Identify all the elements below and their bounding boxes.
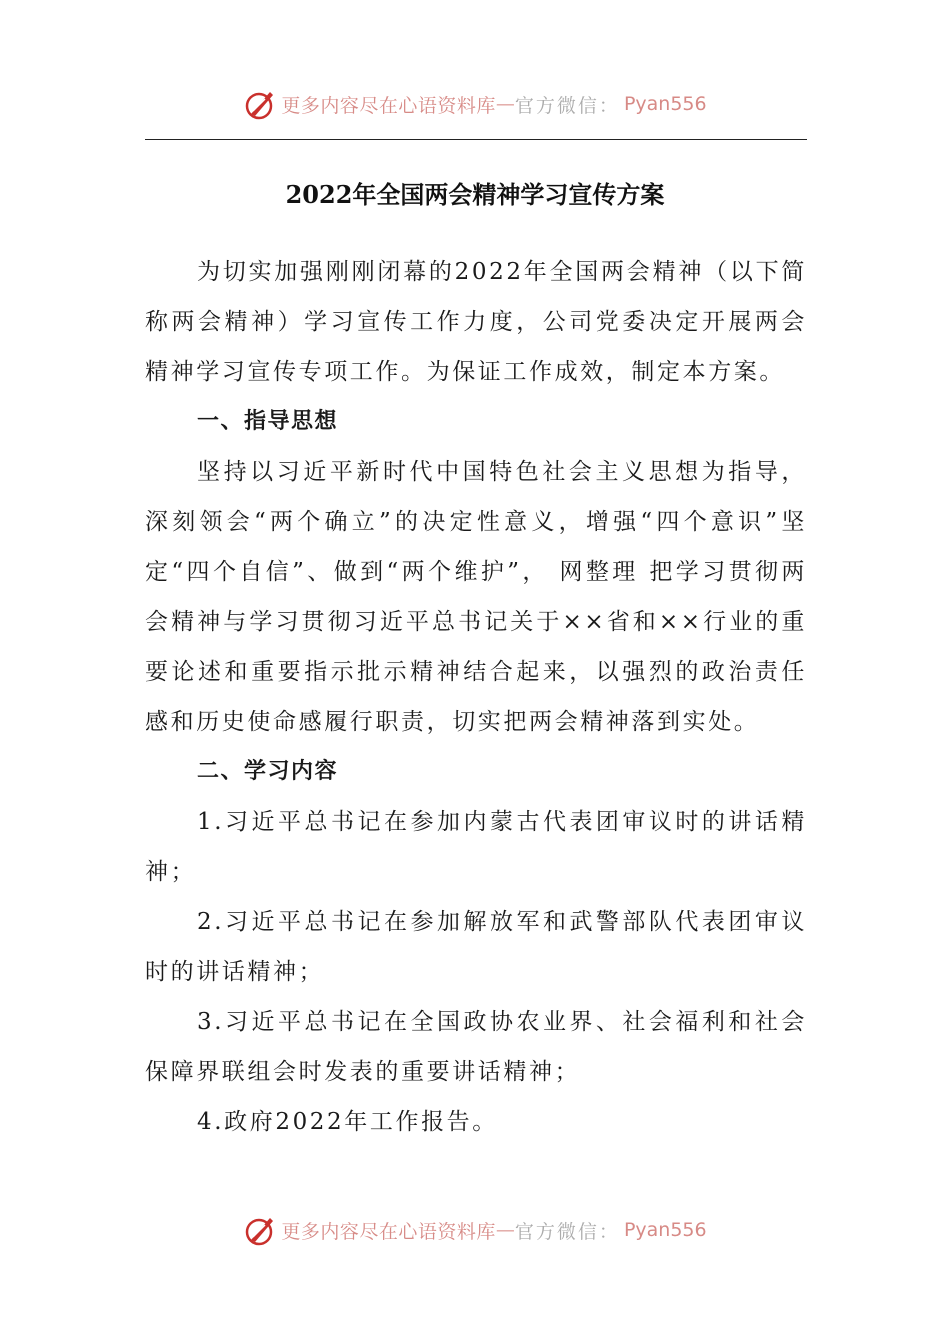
- list-item: 4.政府2022年工作报告。: [197, 1109, 498, 1135]
- watermark-separator: —: [495, 1219, 515, 1241]
- list-item: 2.习近平总书记在参加解放军和武警部队代表团审议时的讲话精神；: [145, 909, 807, 985]
- document-body: [145, 247, 807, 1147]
- section-heading: 一、指导思想: [197, 409, 339, 434]
- header-divider: [145, 139, 807, 140]
- section-heading: 二、学习内容: [197, 759, 339, 784]
- watermark-wechat-label: 官方微信：: [514, 94, 620, 117]
- list-item: 3.习近平总书记在全国政协农业界、社会福利和社会保障界联组会时发表的重要讲话精神；: [145, 1009, 807, 1085]
- document-title: 2022年全国两会精神学习宣传方案: [285, 180, 665, 209]
- watermark-separator: —: [495, 93, 515, 115]
- watermark-site-text: 更多内容尽在心语资料库: [281, 94, 496, 117]
- watermark-footer: [0, 1210, 950, 1250]
- section-paragraph: 坚持以习近平新时代中国特色社会主义思想为指导，深刻领会“两个确立”的决定性意义，增强“四个意识”坚定“四个自信”、做到“两个维护”， 网整理 把学习贯彻两会精神与学习贯彻习近平总书记关于××省和××行业的重要论述和重要指示批示精神结合起来，以强烈的政治责任感和历史使命感履行职责，切实把两会精神落到实处。: [145, 459, 807, 735]
- list-item: 1.习近平总书记在参加内蒙古代表团审议时的讲话精神；: [145, 809, 807, 885]
- quill-logo-icon: [243, 87, 277, 121]
- watermark-wechat-id: Pyan556: [623, 1219, 707, 1241]
- intro-paragraph: 为切实加强刚刚闭幕的2022年全国两会精神（以下简称两会精神）学习宣传工作力度，公司党委决定开展两会精神学习宣传专项工作。为保证工作成效，制定本方案。: [145, 259, 807, 385]
- watermark-wechat-label: 官方微信：: [514, 1220, 620, 1243]
- watermark-header: [0, 84, 950, 124]
- quill-logo-icon: [243, 1213, 277, 1247]
- watermark-wechat-id: Pyan556: [623, 93, 707, 115]
- watermark-site-text: 更多内容尽在心语资料库: [281, 1220, 496, 1243]
